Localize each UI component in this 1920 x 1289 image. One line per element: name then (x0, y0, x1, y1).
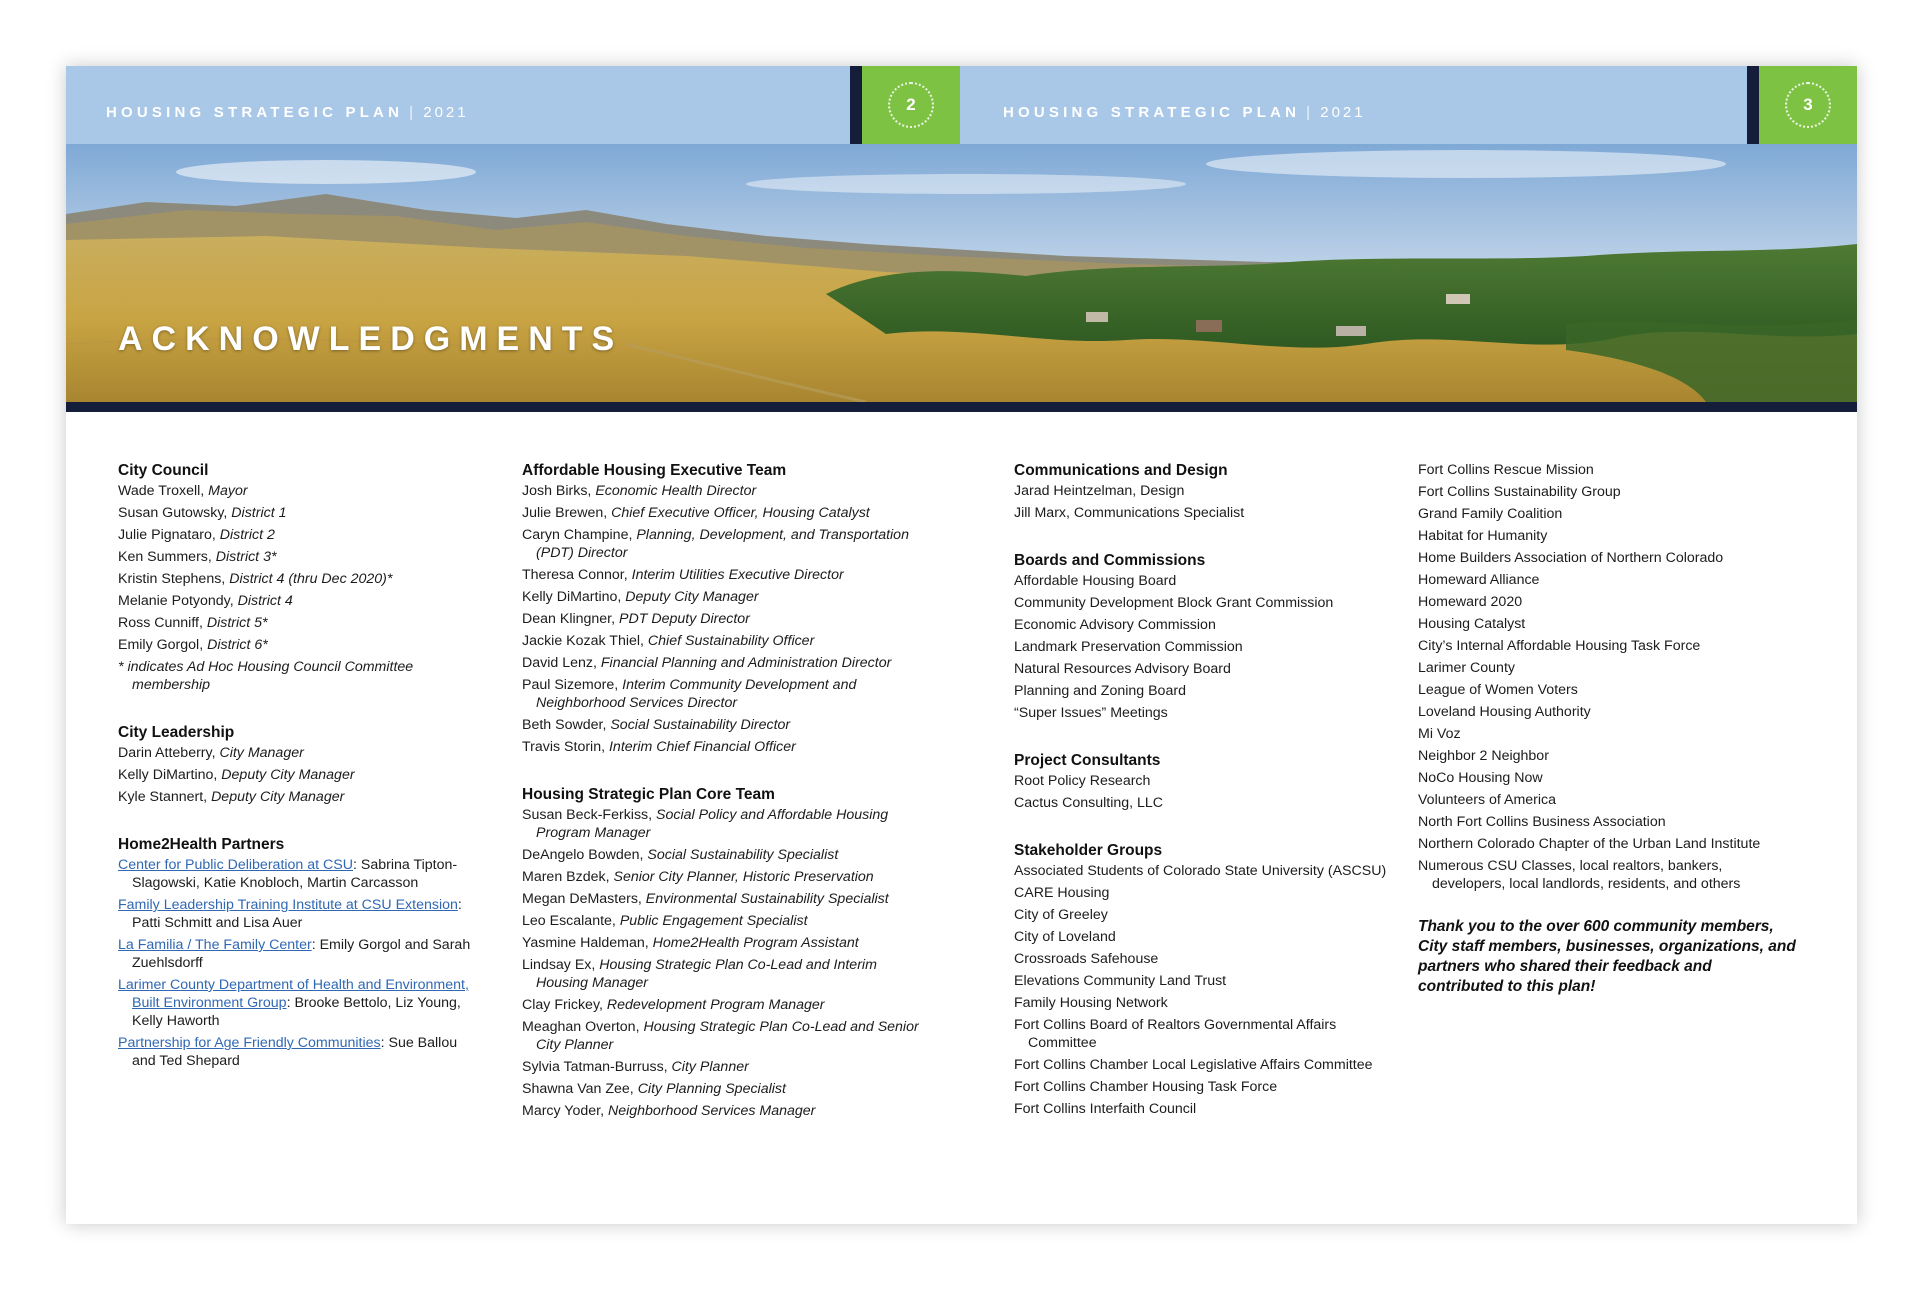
exec-team-section (522, 460, 922, 760)
person-role: District 1 (231, 505, 287, 521)
person-role: Housing Strategic Plan Co-Lead and Interim Housing Manager (536, 957, 877, 991)
list-item (522, 716, 922, 738)
person-name: Jackie Kozak Thiel, (522, 633, 648, 649)
landscape-photo (66, 144, 1857, 402)
partner-link[interactable]: Larimer County Department of Health and Environment, Built Environment Group (118, 977, 469, 1011)
person-name: Susan Gutowsky, (118, 505, 232, 521)
list-item: Associated Students of Colorado State University (ASCSU) (1014, 863, 1387, 879)
list-item (522, 912, 922, 934)
person-name: Theresa Connor, (522, 567, 632, 583)
person-role: Public Engagement Specialist (619, 913, 808, 929)
page-number-2: 2 (888, 82, 934, 128)
list-item (522, 890, 922, 912)
list-item: Northern Colorado Chapter of the Urban Land Institute (1418, 836, 1761, 852)
list-item: Fort Collins Interfaith Council (1014, 1101, 1197, 1117)
person-role: Social Sustainability Specialist (647, 847, 839, 863)
person-role: Environmental Sustainability Specialist (645, 891, 889, 907)
person-role: District 5* (206, 615, 268, 631)
list-item (522, 566, 922, 588)
list-item: CARE Housing (1014, 885, 1110, 901)
banner-rule (66, 402, 1857, 412)
list-item: Home Builders Association of Northern Colorado (1418, 550, 1724, 566)
person-name: Sylvia Tatman-Burruss, (522, 1059, 672, 1075)
core-team-section (522, 784, 922, 1124)
person-name: Meaghan Overton, (522, 1019, 644, 1035)
person-name: Darin Atteberry, (118, 745, 220, 761)
list-item (522, 482, 922, 504)
list-item: Family Housing Network (1014, 995, 1168, 1011)
list-item (522, 1018, 922, 1058)
header-year: 2021 (423, 104, 469, 121)
person-name: Clay Frickey, (522, 997, 607, 1013)
list-item (522, 1080, 922, 1102)
section-heading: Boards and Commissions (1014, 552, 1206, 569)
page-number-3: 3 (1785, 82, 1831, 128)
page-tab-left (862, 66, 960, 144)
person-role: City Planning Specialist (637, 1081, 786, 1097)
partner-names: : Brooke Bettolo, Liz Young, Kelly Haworth (132, 995, 461, 1029)
column-4 (1418, 461, 1798, 997)
section-heading: City Leadership (118, 724, 235, 741)
list-item (522, 934, 922, 956)
person-role: Interim Chief Financial Officer (608, 739, 796, 755)
list-item: Elevations Community Land Trust (1014, 973, 1227, 989)
list-item (118, 788, 478, 810)
list-item (522, 504, 922, 526)
partner-link[interactable]: Center for Public Deliberation at CSU (118, 857, 353, 873)
person-role: Mayor (208, 483, 248, 499)
person-name: Megan DeMasters, (522, 891, 646, 907)
section-heading: Project Consultants (1014, 752, 1161, 769)
partner-names: : Sue Ballou and Ted Shepard (132, 1035, 458, 1069)
consultants-section (1014, 750, 1394, 816)
person-role: District 4 (237, 593, 293, 609)
list-item: “Super Issues” Meetings (1014, 705, 1168, 721)
home2health-partners-section (118, 834, 478, 1074)
list-item (118, 548, 478, 570)
person-name: Julie Brewen, (522, 505, 612, 521)
person-name: Wade Troxell, (118, 483, 209, 499)
list-item: Neighbor 2 Neighbor (1418, 748, 1549, 764)
list-item: City of Greeley (1014, 907, 1108, 923)
list-item (522, 868, 922, 890)
person-name: Susan Beck-Ferkiss, (522, 807, 657, 823)
person-role: Social Policy and Affordable Housing Program Manager (536, 807, 889, 841)
person-role: City Planner (671, 1059, 749, 1075)
person-name: Emily Gorgol, (118, 637, 208, 653)
list-item: Volunteers of America (1418, 792, 1557, 808)
person-role: Deputy City Manager (625, 589, 759, 605)
partner-names: : Emily Gorgol and Sarah Zuehlsdorff (132, 937, 471, 971)
column-3 (1014, 460, 1394, 1146)
list-item: Housing Catalyst (1418, 616, 1526, 632)
person-name: Caryn Champine, (522, 527, 637, 543)
list-item: Grand Family Coalition (1418, 506, 1563, 522)
boards-section (1014, 550, 1394, 726)
list-item (522, 806, 922, 846)
list-item: Fort Collins Chamber Local Legislative Affairs Committee (1014, 1057, 1373, 1073)
list-item: NoCo Housing Now (1418, 770, 1543, 786)
list-item (522, 738, 922, 760)
list-item (118, 856, 478, 896)
list-item (118, 636, 478, 658)
list-item: City of Loveland (1014, 929, 1116, 945)
list-item: Natural Resources Advisory Board (1014, 661, 1231, 677)
thank-you-message: Thank you to the over 600 community members, City staff members, businesses, organizations, and partners who shared their feedback and contributed to this plan! (1418, 918, 1796, 995)
list-item: Community Development Block Grant Commission (1014, 595, 1334, 611)
list-item (118, 526, 478, 548)
partner-link[interactable]: Partnership for Age Friendly Communities (118, 1035, 381, 1051)
section-heading: Communications and Design (1014, 462, 1228, 479)
person-role: Planning, Development, and Transportation (PDT) Director (536, 527, 909, 561)
person-role: Redevelopment Program Manager (606, 997, 825, 1013)
column-2 (522, 460, 922, 1148)
person-role: District 6* (207, 637, 268, 653)
person-role: Deputy City Manager (211, 789, 345, 805)
list-item (522, 956, 922, 996)
person-name: Paul Sizemore, (522, 677, 623, 693)
list-item (522, 526, 922, 566)
list-item: Fort Collins Rescue Mission (1418, 462, 1594, 478)
person-role: Neighborhood Services Manager (607, 1103, 816, 1119)
list-item: Homeward 2020 (1418, 594, 1523, 610)
list-item (118, 936, 478, 976)
document-spread (66, 66, 1857, 1224)
person-name: Marcy Yoder, (522, 1103, 608, 1119)
person-name: Kristin Stephens, (118, 571, 230, 587)
person-name: Josh Birks, (522, 483, 596, 499)
navy-strip-right (1747, 66, 1759, 144)
list-item (118, 1034, 478, 1074)
stakeholders-section (1014, 840, 1394, 1122)
section-heading: Housing Strategic Plan Core Team (522, 786, 775, 803)
person-role: District 4 (thru Dec 2020)* (229, 571, 393, 587)
list-item (522, 610, 922, 632)
person-role: Deputy City Manager (221, 767, 355, 783)
list-item (118, 766, 478, 788)
list-item (118, 614, 478, 636)
person-role: District 2 (219, 527, 275, 543)
person-name: DeAngelo Bowden, (522, 847, 648, 863)
list-item (522, 588, 922, 610)
person-name: Shawna Van Zee, (522, 1081, 638, 1097)
list-item: North Fort Collins Business Association (1418, 814, 1666, 830)
list-item: Fort Collins Board of Realtors Governmental Affairs Committee (1014, 1017, 1337, 1051)
list-item: Jarad Heintzelman, Design (1014, 483, 1185, 499)
list-item: Affordable Housing Board (1014, 573, 1177, 589)
navy-strip-left (850, 66, 862, 144)
landscape-illustration (66, 144, 1857, 402)
person-role: PDT Deputy Director (619, 611, 750, 627)
person-name: Kelly DiMartino, (118, 767, 222, 783)
header-title-text: HOUSING STRATEGIC PLAN (106, 104, 404, 121)
list-item (522, 996, 922, 1018)
list-item (118, 592, 478, 614)
header-separator: | (409, 104, 418, 121)
city-council-section (118, 460, 478, 698)
partner-names: : Patti Schmitt and Lisa Auer (132, 897, 462, 931)
person-name: Travis Storin, (522, 739, 609, 755)
person-role: Chief Executive Officer, Housing Catalyst (611, 505, 870, 521)
person-name: Ross Cunniff, (118, 615, 207, 631)
column-1 (118, 460, 478, 1098)
list-item: Homeward Alliance (1418, 572, 1540, 588)
person-name: Maren Bzdek, (522, 869, 614, 885)
list-item: Habitat for Humanity (1418, 528, 1548, 544)
person-role: Financial Planning and Administration Director (600, 655, 892, 671)
list-item: City’s Internal Affordable Housing Task Force (1418, 638, 1701, 654)
list-item: Loveland Housing Authority (1418, 704, 1591, 720)
list-item (522, 676, 922, 716)
communications-section (1014, 460, 1394, 526)
list-item (118, 896, 478, 936)
person-role: City Manager (219, 745, 304, 761)
list-item: Larimer County (1418, 660, 1515, 676)
page-tab-right (1759, 66, 1857, 144)
list-item: League of Women Voters (1418, 682, 1578, 698)
partner-names: : Sabrina Tipton-Slagowski, Katie Knobloch, Martin Carcasson (132, 857, 458, 891)
person-name: Yasmine Haldeman, (522, 935, 653, 951)
list-item (522, 632, 922, 654)
person-name: Ken Summers, (118, 549, 216, 565)
partner-link[interactable]: Family Leadership Training Institute at CSU Extension (118, 897, 458, 913)
person-name: David Lenz, (522, 655, 601, 671)
person-role: Economic Health Director (595, 483, 757, 499)
list-item (522, 846, 922, 868)
list-item: Landmark Preservation Commission (1014, 639, 1243, 655)
header-title-right (1003, 104, 1366, 121)
list-item (522, 1102, 922, 1124)
list-item (118, 570, 478, 592)
list-item: Numerous CSU Classes, local realtors, bankers, developers, local landlords, residents, and others (1418, 858, 1741, 892)
person-name: Kelly DiMartino, (522, 589, 626, 605)
list-item: Fort Collins Sustainability Group (1418, 484, 1621, 500)
person-name: Leo Escalante, (522, 913, 620, 929)
list-item (118, 482, 478, 504)
person-role: Home2Health Program Assistant (652, 935, 859, 951)
city-leadership-section (118, 722, 478, 810)
list-item: Jill Marx, Communications Specialist (1014, 505, 1245, 521)
list-item: Mi Voz (1418, 726, 1461, 742)
header-separator: | (1306, 104, 1315, 121)
list-item: Crossroads Safehouse (1014, 951, 1159, 967)
list-item: Planning and Zoning Board (1014, 683, 1186, 699)
section-heading: Home2Health Partners (118, 836, 285, 853)
person-name: Melanie Potyondy, (118, 593, 238, 609)
list-item (118, 976, 478, 1034)
list-item: Cactus Consulting, LLC (1014, 795, 1164, 811)
list-item (118, 504, 478, 526)
page-title: ACKNOWLEDGMENTS (118, 320, 624, 358)
person-name: Lindsay Ex, (522, 957, 600, 973)
header-year: 2021 (1320, 104, 1366, 121)
footnote: * indicates Ad Hoc Housing Council Committee membership (118, 659, 414, 693)
list-item: Economic Advisory Commission (1014, 617, 1216, 633)
person-role: Interim Community Development and Neighborhood Services Director (536, 677, 857, 711)
section-heading: Affordable Housing Executive Team (522, 462, 787, 479)
person-role: Interim Utilities Executive Director (631, 567, 844, 583)
person-name: Dean Klingner, (522, 611, 620, 627)
header-title-left (106, 104, 469, 121)
person-name: Beth Sowder, (522, 717, 611, 733)
person-role: Social Sustainability Director (610, 717, 791, 733)
list-item: Root Policy Research (1014, 773, 1151, 789)
person-name: Julie Pignataro, (118, 527, 220, 543)
list-item: Fort Collins Chamber Housing Task Force (1014, 1079, 1278, 1095)
list-item (522, 654, 922, 676)
section-heading: Stakeholder Groups (1014, 842, 1163, 859)
list-item (522, 1058, 922, 1080)
partner-link[interactable]: La Familia / The Family Center (118, 937, 312, 953)
person-role: Housing Strategic Plan Co-Lead and Senior City Planner (536, 1019, 919, 1053)
list-item (118, 744, 478, 766)
person-role: District 3* (215, 549, 277, 565)
section-heading: City Council (118, 462, 209, 479)
person-name: Kyle Stannert, (118, 789, 212, 805)
header-title-text: HOUSING STRATEGIC PLAN (1003, 104, 1301, 121)
person-role: Senior City Planner, Historic Preservation (613, 869, 874, 885)
person-role: Chief Sustainability Officer (647, 633, 815, 649)
